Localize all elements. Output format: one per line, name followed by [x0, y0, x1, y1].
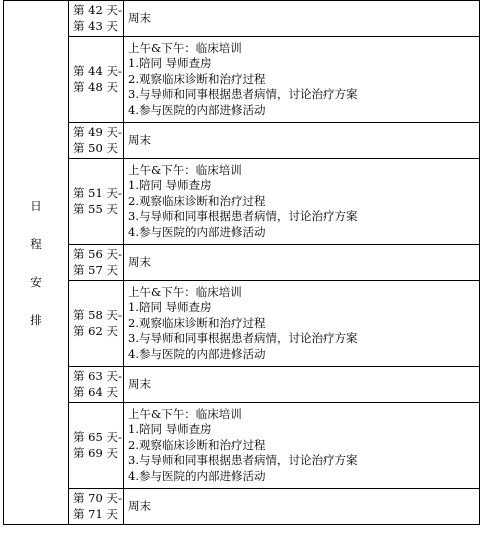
schedule-row-training — [4, 37, 480, 123]
activity-cell — [124, 123, 480, 159]
activity-line: 3.与导师和同事根据患者病情，讨论治疗方案 — [128, 87, 358, 102]
day-range-cell — [69, 281, 124, 367]
activity-line: 3.与导师和同事根据患者病情，讨论治疗方案 — [128, 209, 358, 224]
activity-line: 2.观察临床诊断和治疗过程 — [128, 315, 266, 330]
activity-line: 3.与导师和同事根据患者病情，讨论治疗方案 — [128, 331, 358, 346]
activity-line: 1.陪同 导师查房 — [128, 422, 212, 437]
day-range-end: 第 57 天 — [73, 262, 118, 277]
day-range-cell — [69, 123, 124, 159]
day-range-cell — [69, 159, 124, 245]
activity-cell — [124, 37, 480, 123]
schedule-row-training — [4, 159, 480, 245]
activity-cell — [124, 245, 480, 281]
activity-cell — [124, 159, 480, 245]
activity-line: 周末 — [128, 376, 151, 391]
schedule-row-weekend — [4, 1, 480, 37]
day-range-end: 第 55 天 — [73, 201, 118, 216]
activity-line: 1.陪同 导师查房 — [128, 300, 212, 315]
activity-line: 上午&下午：临床培训 — [128, 284, 242, 299]
activity-line: 4.参与医院的内部进修活动 — [128, 346, 266, 361]
schedule-side-label: 日程安排 — [30, 198, 42, 327]
activity-line: 3.与导师和同事根据患者病情，讨论治疗方案 — [128, 453, 358, 468]
activity-cell — [124, 367, 480, 403]
activity-cell — [124, 489, 480, 525]
schedule-row-weekend — [4, 489, 480, 525]
day-range-start: 第 58 天- — [73, 308, 122, 322]
schedule-row-weekend — [4, 367, 480, 403]
activity-line: 周末 — [128, 254, 151, 269]
activity-line: 周末 — [128, 132, 151, 147]
activity-line: 上午&下午：临床培训 — [128, 162, 242, 177]
activity-line: 1.陪同 导师查房 — [128, 56, 212, 71]
activity-line: 2.观察临床诊断和治疗过程 — [128, 193, 266, 208]
day-range-end: 第 50 天 — [73, 140, 118, 155]
day-range-cell — [69, 1, 124, 37]
activity-line: 1.陪同 导师查房 — [128, 178, 212, 193]
day-range-start: 第 42 天- — [73, 3, 122, 17]
schedule-row-weekend — [4, 123, 480, 159]
schedule-row-training — [4, 403, 480, 489]
day-range-start: 第 44 天- — [73, 64, 122, 78]
day-range-cell — [69, 37, 124, 123]
schedule-table — [3, 0, 480, 525]
activity-line: 2.观察临床诊断和治疗过程 — [128, 71, 266, 86]
activity-cell — [124, 281, 480, 367]
activity-line: 周末 — [128, 498, 151, 513]
day-range-end: 第 43 天 — [73, 18, 118, 33]
activity-line: 4.参与医院的内部进修活动 — [128, 468, 266, 483]
day-range-end: 第 71 天 — [73, 506, 118, 521]
day-range-cell — [69, 367, 124, 403]
day-range-end: 第 62 天 — [73, 323, 118, 338]
schedule-side-label-cell — [4, 1, 69, 525]
activity-line: 4.参与医院的内部进修活动 — [128, 102, 266, 117]
schedule-row-training — [4, 281, 480, 367]
day-range-start: 第 70 天- — [73, 491, 122, 505]
activity-cell — [124, 403, 480, 489]
day-range-start: 第 51 天- — [73, 186, 122, 200]
day-range-start: 第 49 天- — [73, 125, 122, 139]
activity-line: 上午&下午：临床培训 — [128, 40, 242, 55]
activity-line: 2.观察临床诊断和治疗过程 — [128, 437, 266, 452]
day-range-cell — [69, 245, 124, 281]
day-range-end: 第 48 天 — [73, 79, 118, 94]
day-range-cell — [69, 489, 124, 525]
day-range-start: 第 63 天- — [73, 369, 122, 383]
day-range-end: 第 64 天 — [73, 384, 118, 399]
day-range-start: 第 56 天- — [73, 247, 122, 261]
day-range-start: 第 65 天- — [73, 430, 122, 444]
schedule-table-body — [4, 1, 480, 525]
day-range-end: 第 69 天 — [73, 445, 118, 460]
activity-line: 上午&下午：临床培训 — [128, 406, 242, 421]
activity-line: 周末 — [128, 10, 151, 25]
activity-line: 4.参与医院的内部进修活动 — [128, 224, 266, 239]
activity-cell — [124, 1, 480, 37]
schedule-row-weekend — [4, 245, 480, 281]
day-range-cell — [69, 403, 124, 489]
